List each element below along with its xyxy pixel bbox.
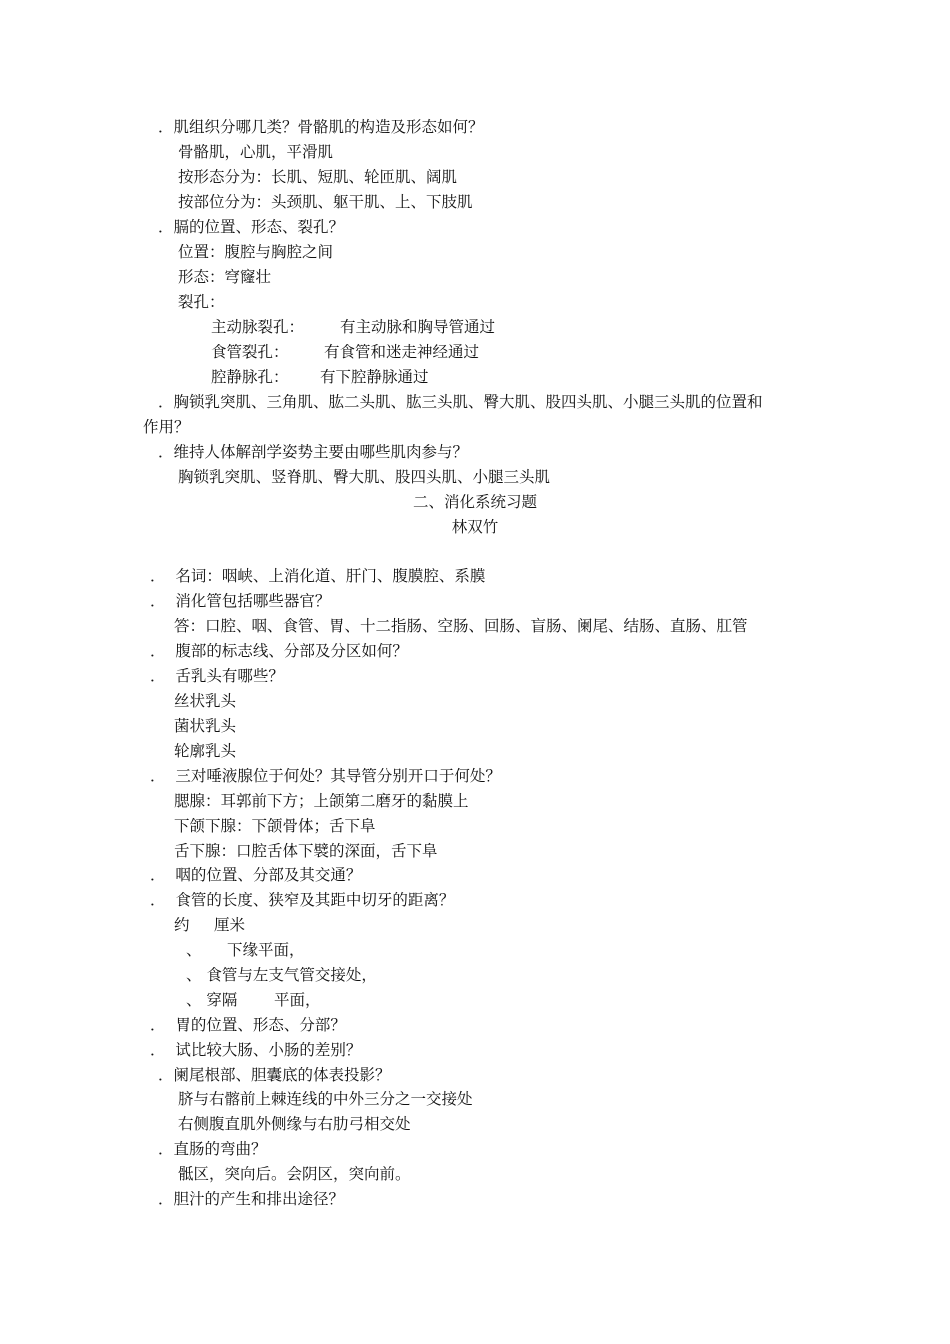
section-title: 二、消化系统习题: [412, 493, 537, 511]
question-stomach: ． 胃的位置、形态、分部？: [150, 1016, 346, 1034]
answer-line: 按形态分为：长肌、短肌、轮匝肌、阔肌: [178, 168, 458, 186]
question-muscle-positions-cont: 作用？: [143, 418, 190, 436]
answer-line: 、 食管与左支气管交接处，: [186, 966, 377, 984]
question-posture: ．维持人体解剖学姿势主要由哪些肌肉参与？: [158, 443, 469, 461]
question-muscle-tissue: ．肌组织分哪几类？骨骼肌的构造及形态如何？: [158, 118, 484, 136]
answer-fragment: 、: [186, 941, 202, 959]
question-tongue-papillae: ． 舌乳头有哪些？: [150, 667, 284, 685]
answer-fragment: 、 穿隔: [186, 991, 238, 1009]
question-diaphragm: ．膈的位置、形态、裂孔？: [158, 218, 345, 236]
answer-line: 丝状乳头: [174, 692, 237, 710]
answer-line: 形态：穹窿壮: [178, 268, 272, 286]
answer-line: 骨骼肌，心肌，平滑肌: [178, 143, 334, 161]
answer-line: 脐与右髂前上棘连线的中外三分之一交接处: [178, 1090, 473, 1108]
answer-line: 腮腺：耳郭前下方；上颌第二磨牙的黏膜上: [174, 792, 469, 810]
question-rectum: ．直肠的弯曲？: [158, 1140, 267, 1158]
hiatus-name: 腔静脉孔：: [211, 368, 289, 386]
answer-fragment: 平面，: [274, 991, 321, 1009]
hiatus-description: 有主动脉和胸导管通过: [340, 318, 496, 336]
answer-line: 答：口腔、咽、食管、胃、十二指肠、空肠、回肠、盲肠、阑尾、结肠、直肠、肛管: [174, 617, 748, 635]
question-pharynx: ． 咽的位置、分部及其交通？: [150, 866, 362, 884]
answer-line: 右侧腹直肌外侧缘与右肋弓相交处: [178, 1115, 411, 1133]
answer-line: 裂孔：: [178, 293, 225, 311]
hiatus-name: 食管裂孔：: [211, 343, 289, 361]
question-terms: ． 名词：咽峡、上消化道、肝门、腹膜腔、系膜: [150, 567, 486, 585]
answer-line: 按部位分为：头颈肌、躯干肌、上、下肢肌: [178, 193, 473, 211]
question-appendix: ．阑尾根部、胆囊底的体表投影？: [158, 1066, 391, 1084]
answer-line: 舌下腺：口腔舌体下襞的深面，舌下阜: [174, 842, 438, 860]
answer-fragment: 约: [174, 916, 190, 934]
question-muscle-positions: ．胸锁乳突肌、三角肌、肱二头肌、肱三头肌、臀大肌、股四头肌、小腿三头肌的位置和: [158, 393, 763, 411]
question-salivary-glands: ． 三对唾液腺位于何处？其导管分别开口于何处？: [150, 767, 501, 785]
answer-line: 骶区，突向后。会阴区，突向前。: [178, 1165, 411, 1183]
answer-fragment: 下缘平面，: [227, 941, 305, 959]
hiatus-name: 主动脉裂孔：: [211, 318, 305, 336]
question-digestive-tract: ． 消化管包括哪些器官？: [150, 592, 331, 610]
answer-line: 菌状乳头: [174, 717, 237, 735]
answer-line: 轮廓乳头: [174, 742, 237, 760]
question-abdominal-regions: ． 腹部的标志线、分部及分区如何？: [150, 642, 408, 660]
question-intestines: ． 试比较大肠、小肠的差别？: [150, 1041, 362, 1059]
question-bile: ．胆汁的产生和排出途径？: [158, 1190, 345, 1208]
answer-line: 胸锁乳突肌、竖脊肌、臀大肌、股四头肌、小腿三头肌: [178, 468, 551, 486]
question-esophagus: ． 食管的长度、狭窄及其距中切牙的距离？: [150, 891, 455, 909]
answer-line: 下颌下腺：下颌骨体；舌下阜: [174, 817, 376, 835]
hiatus-description: 有下腔静脉通过: [320, 368, 429, 386]
hiatus-description: 有食管和迷走神经通过: [324, 343, 480, 361]
author-name: 林双竹: [451, 518, 499, 536]
answer-line: 位置：腹腔与胸腔之间: [178, 243, 334, 261]
answer-fragment: 厘米: [214, 916, 246, 934]
